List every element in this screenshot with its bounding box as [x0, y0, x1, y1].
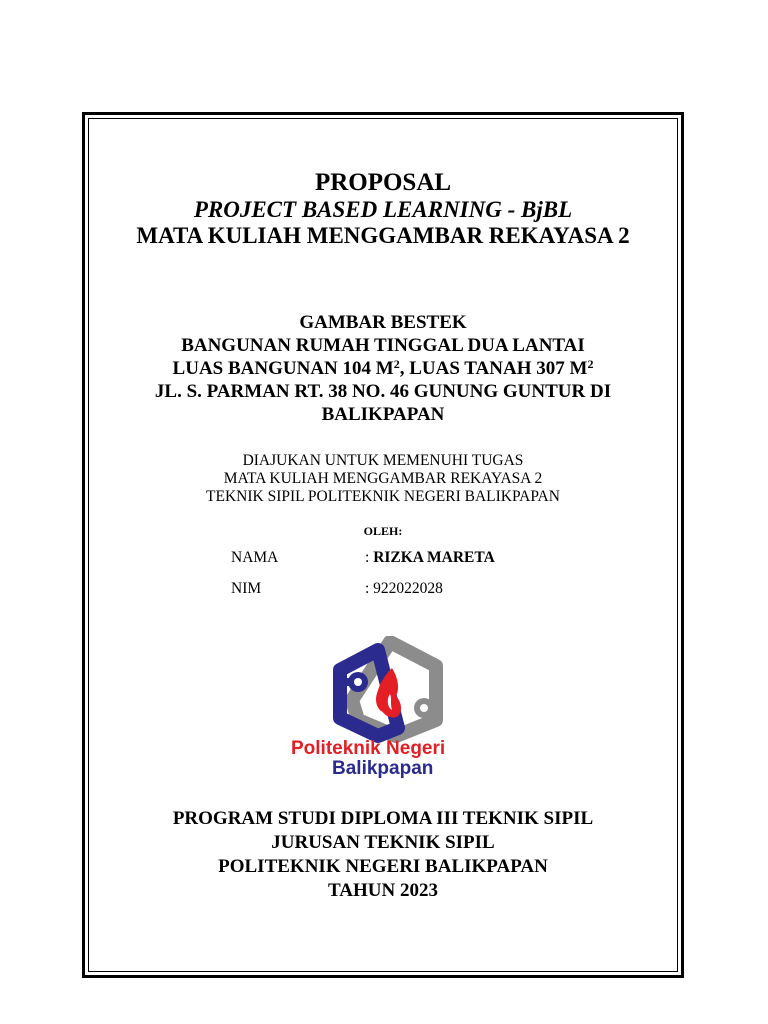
- purpose-line-3: TEKNIK SIPIL POLITEKNIK NEGERI BALIKPAPAN: [206, 488, 560, 505]
- name-label: NAMA: [231, 549, 279, 566]
- submission-purpose: [88, 452, 678, 506]
- logo-text-line-2: Balikpapan: [332, 758, 434, 779]
- purpose-line-2: MATA KULIAH MENGGAMBAR REKAYASA 2: [223, 470, 543, 487]
- project-line-5: BALIKPAPAN: [321, 404, 445, 425]
- nim-value: : 922022028: [365, 580, 443, 597]
- logo-text-line-1: Politeknik Negeri: [291, 738, 446, 759]
- oleh-label: OLEH:: [363, 524, 403, 538]
- project-line-1: GAMBAR BESTEK: [299, 312, 467, 333]
- name-value: : RIZKA MARETA: [365, 549, 495, 566]
- institution-logo: [291, 636, 480, 780]
- institution-footer: [88, 807, 678, 903]
- project-description: [88, 311, 678, 426]
- document-title: PROPOSAL: [314, 169, 452, 196]
- project-line-2: BANGUNAN RUMAH TINGGAL DUA LANTAI: [181, 335, 585, 356]
- footer-line-2: JURUSAN TEKNIK SIPIL: [271, 832, 495, 853]
- project-line-3: LUAS BANGUNAN 104 $M^2$, LUAS TANAH 307 $M^2$: [172, 357, 594, 379]
- course-title: MATA KULIAH MENGGAMBAR REKAYASA 2: [136, 223, 630, 248]
- document-subtitle: PROJECT BASED LEARNING - BjBL: [193, 197, 573, 222]
- footer-line-4: TAHUN 2023: [328, 880, 438, 901]
- footer-line-3: POLITEKNIK NEGERI BALIKPAPAN: [218, 856, 548, 877]
- nim-label: NIM: [231, 580, 262, 597]
- footer-line-1: PROGRAM STUDI DIPLOMA III TEKNIK SIPIL: [172, 808, 594, 829]
- purpose-line-1: DIAJUKAN UNTUK MEMENUHI TUGAS: [242, 452, 524, 469]
- project-line-4: JL. S. PARMAN RT. 38 NO. 46 GUNUNG GUNTUR DI: [154, 381, 612, 402]
